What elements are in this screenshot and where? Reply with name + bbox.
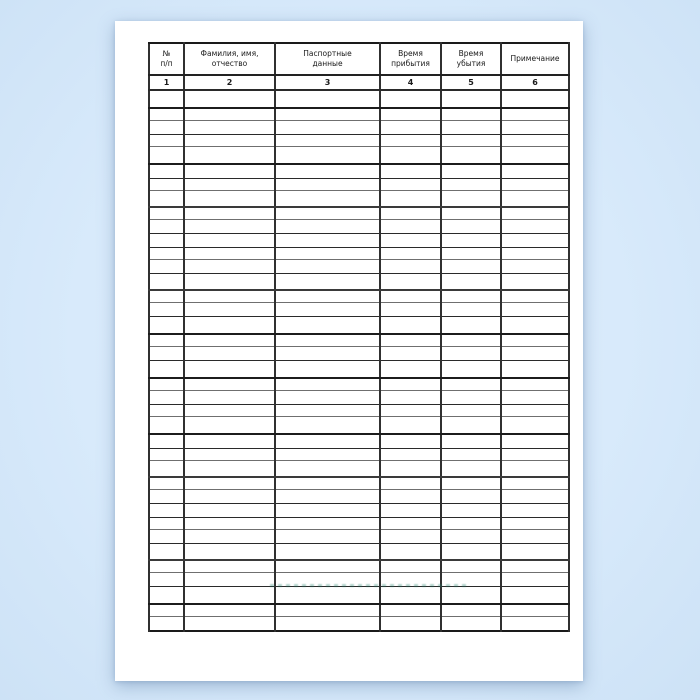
empty-cell — [380, 544, 441, 561]
table-row — [149, 617, 569, 632]
empty-cell — [184, 147, 275, 165]
empty-cell — [380, 378, 441, 391]
empty-cell — [441, 560, 501, 573]
empty-cell — [380, 604, 441, 617]
empty-cell — [380, 405, 441, 417]
empty-cell — [380, 391, 441, 405]
empty-cell — [184, 461, 275, 478]
empty-cell — [275, 290, 380, 303]
empty-cell — [441, 587, 501, 605]
table-row — [149, 405, 569, 417]
empty-cell — [149, 405, 184, 417]
column-header-row-number: № п/п — [149, 43, 184, 75]
empty-cell — [184, 544, 275, 561]
empty-cell — [275, 164, 380, 179]
empty-cell — [501, 334, 569, 347]
column-header-arrival-time: Время прибытия — [380, 43, 441, 75]
empty-cell — [275, 573, 380, 587]
empty-cell — [149, 207, 184, 220]
table-row — [149, 361, 569, 379]
empty-cell — [441, 391, 501, 405]
empty-cell — [501, 361, 569, 379]
empty-cell — [184, 378, 275, 391]
empty-cell — [184, 530, 275, 544]
empty-cell — [149, 604, 184, 617]
empty-cell — [149, 248, 184, 260]
empty-cell — [441, 90, 501, 108]
empty-cell — [275, 604, 380, 617]
empty-cell — [380, 573, 441, 587]
empty-cell — [441, 317, 501, 335]
empty-cell — [380, 207, 441, 220]
empty-cell — [275, 560, 380, 573]
empty-cell — [501, 234, 569, 248]
empty-cell — [501, 405, 569, 417]
empty-cell — [380, 617, 441, 632]
empty-cell — [184, 347, 275, 361]
empty-cell — [149, 449, 184, 461]
empty-cell — [275, 135, 380, 147]
column-number-cell: 1 — [149, 75, 184, 90]
empty-cell — [184, 274, 275, 291]
empty-cell — [184, 405, 275, 417]
empty-cell — [441, 260, 501, 274]
empty-cell — [275, 108, 380, 121]
empty-cell — [275, 317, 380, 335]
empty-cell — [380, 220, 441, 234]
table-row — [149, 147, 569, 165]
empty-cell — [501, 573, 569, 587]
empty-cell — [501, 191, 569, 208]
empty-cell — [149, 490, 184, 504]
column-header-full-name: Фамилия, имя, отчество — [184, 43, 275, 75]
empty-cell — [501, 248, 569, 260]
empty-cell — [501, 135, 569, 147]
table-body — [149, 90, 569, 631]
table-row — [149, 135, 569, 147]
table-head — [149, 43, 569, 90]
empty-cell — [380, 587, 441, 605]
empty-cell — [275, 191, 380, 208]
empty-cell — [275, 234, 380, 248]
empty-cell — [275, 248, 380, 260]
table-row — [149, 544, 569, 561]
table-row — [149, 434, 569, 449]
empty-cell — [501, 274, 569, 291]
table-row — [149, 587, 569, 605]
empty-cell — [184, 518, 275, 530]
empty-cell — [149, 135, 184, 147]
empty-cell — [149, 504, 184, 518]
empty-cell — [380, 303, 441, 317]
empty-cell — [184, 191, 275, 208]
table-row — [149, 461, 569, 478]
empty-cell — [184, 317, 275, 335]
empty-cell — [184, 391, 275, 405]
table-row — [149, 518, 569, 530]
table-row — [149, 303, 569, 317]
empty-cell — [441, 530, 501, 544]
table-row — [149, 573, 569, 587]
empty-cell — [501, 317, 569, 335]
table-row — [149, 207, 569, 220]
empty-cell — [501, 147, 569, 165]
empty-cell — [501, 207, 569, 220]
empty-cell — [441, 617, 501, 632]
empty-cell — [184, 334, 275, 347]
empty-cell — [149, 573, 184, 587]
empty-cell — [441, 303, 501, 317]
empty-cell — [501, 391, 569, 405]
column-numbering-row — [149, 75, 569, 90]
empty-cell — [441, 405, 501, 417]
table-row — [149, 504, 569, 518]
empty-cell — [184, 434, 275, 449]
empty-cell — [184, 164, 275, 179]
empty-cell — [501, 477, 569, 490]
empty-cell — [184, 449, 275, 461]
empty-cell — [149, 587, 184, 605]
empty-cell — [275, 361, 380, 379]
empty-cell — [380, 334, 441, 347]
empty-cell — [441, 518, 501, 530]
empty-cell — [501, 260, 569, 274]
empty-cell — [501, 290, 569, 303]
empty-cell — [275, 477, 380, 490]
empty-cell — [184, 490, 275, 504]
empty-cell — [441, 234, 501, 248]
empty-cell — [275, 530, 380, 544]
empty-cell — [275, 449, 380, 461]
empty-cell — [441, 477, 501, 490]
empty-cell — [149, 290, 184, 303]
column-header-passport-data: Паспортные данные — [275, 43, 380, 75]
column-number-cell: 4 — [380, 75, 441, 90]
table-row — [149, 234, 569, 248]
empty-cell — [380, 504, 441, 518]
table-row — [149, 164, 569, 179]
empty-cell — [501, 604, 569, 617]
empty-cell — [380, 164, 441, 179]
empty-cell — [275, 504, 380, 518]
table-row — [149, 477, 569, 490]
table-row — [149, 121, 569, 135]
empty-cell — [149, 417, 184, 435]
empty-cell — [441, 604, 501, 617]
empty-cell — [380, 108, 441, 121]
table-row — [149, 391, 569, 405]
column-header-departure-time: Время убытия — [441, 43, 501, 75]
table-row — [149, 220, 569, 234]
empty-cell — [275, 544, 380, 561]
table-row — [149, 317, 569, 335]
table-row — [149, 290, 569, 303]
empty-cell — [380, 248, 441, 260]
empty-cell — [441, 121, 501, 135]
empty-cell — [149, 560, 184, 573]
empty-cell — [501, 530, 569, 544]
empty-cell — [501, 490, 569, 504]
empty-cell — [275, 207, 380, 220]
empty-cell — [149, 234, 184, 248]
empty-cell — [380, 560, 441, 573]
table-row — [149, 108, 569, 121]
empty-cell — [380, 449, 441, 461]
table-row — [149, 560, 569, 573]
empty-cell — [149, 361, 184, 379]
empty-cell — [501, 121, 569, 135]
table-header-row — [149, 43, 569, 75]
column-number-cell: 2 — [184, 75, 275, 90]
empty-cell — [149, 260, 184, 274]
empty-cell — [275, 303, 380, 317]
empty-cell — [441, 290, 501, 303]
empty-cell — [184, 108, 275, 121]
empty-cell — [380, 530, 441, 544]
empty-cell — [380, 147, 441, 165]
empty-cell — [380, 234, 441, 248]
empty-cell — [275, 518, 380, 530]
empty-cell — [501, 560, 569, 573]
empty-cell — [149, 434, 184, 449]
empty-cell — [149, 274, 184, 291]
empty-cell — [275, 378, 380, 391]
empty-cell — [380, 260, 441, 274]
empty-cell — [149, 378, 184, 391]
empty-cell — [149, 461, 184, 478]
table-row — [149, 449, 569, 461]
empty-cell — [441, 461, 501, 478]
empty-cell — [380, 179, 441, 191]
empty-cell — [149, 147, 184, 165]
empty-cell — [149, 121, 184, 135]
empty-cell — [380, 490, 441, 504]
empty-cell — [275, 334, 380, 347]
empty-cell — [501, 617, 569, 632]
empty-cell — [380, 274, 441, 291]
table-row — [149, 191, 569, 208]
empty-cell — [501, 303, 569, 317]
empty-cell — [149, 108, 184, 121]
empty-cell — [501, 587, 569, 605]
empty-cell — [275, 405, 380, 417]
empty-cell — [184, 617, 275, 632]
empty-cell — [275, 274, 380, 291]
empty-cell — [184, 207, 275, 220]
empty-cell — [149, 347, 184, 361]
empty-cell — [149, 334, 184, 347]
registration-table — [148, 42, 570, 632]
empty-cell — [149, 164, 184, 179]
empty-cell — [275, 220, 380, 234]
empty-cell — [380, 361, 441, 379]
empty-cell — [380, 461, 441, 478]
empty-cell — [441, 179, 501, 191]
empty-cell — [441, 248, 501, 260]
empty-cell — [149, 530, 184, 544]
empty-cell — [501, 347, 569, 361]
empty-cell — [441, 334, 501, 347]
empty-cell — [501, 179, 569, 191]
empty-cell — [184, 248, 275, 260]
empty-cell — [275, 147, 380, 165]
column-number-cell: 6 — [501, 75, 569, 90]
empty-cell — [149, 90, 184, 108]
empty-cell — [149, 191, 184, 208]
empty-cell — [441, 378, 501, 391]
empty-cell — [501, 417, 569, 435]
table-row — [149, 378, 569, 391]
column-number-cell: 5 — [441, 75, 501, 90]
empty-cell — [149, 391, 184, 405]
empty-cell — [380, 518, 441, 530]
empty-cell — [441, 449, 501, 461]
empty-cell — [184, 179, 275, 191]
empty-cell — [441, 135, 501, 147]
empty-cell — [441, 207, 501, 220]
table-row — [149, 530, 569, 544]
empty-cell — [441, 147, 501, 165]
empty-cell — [149, 518, 184, 530]
empty-cell — [184, 361, 275, 379]
empty-cell — [380, 135, 441, 147]
table-row — [149, 179, 569, 191]
empty-cell — [380, 290, 441, 303]
column-header-note: Примечание — [501, 43, 569, 75]
empty-cell — [149, 220, 184, 234]
empty-cell — [441, 347, 501, 361]
table-row — [149, 490, 569, 504]
empty-cell — [501, 378, 569, 391]
empty-cell — [380, 434, 441, 449]
empty-cell — [184, 604, 275, 617]
empty-cell — [149, 544, 184, 561]
empty-cell — [441, 504, 501, 518]
empty-cell — [380, 121, 441, 135]
empty-cell — [380, 191, 441, 208]
empty-cell — [441, 544, 501, 561]
empty-cell — [184, 121, 275, 135]
table-row — [149, 274, 569, 291]
empty-cell — [275, 434, 380, 449]
empty-cell — [184, 290, 275, 303]
table-row — [149, 417, 569, 435]
empty-cell — [501, 108, 569, 121]
table-row — [149, 334, 569, 347]
empty-cell — [275, 617, 380, 632]
empty-cell — [275, 587, 380, 605]
empty-cell — [441, 434, 501, 449]
empty-cell — [184, 303, 275, 317]
empty-cell — [380, 477, 441, 490]
empty-cell — [380, 317, 441, 335]
empty-cell — [149, 617, 184, 632]
empty-cell — [501, 164, 569, 179]
empty-cell — [275, 461, 380, 478]
empty-cell — [184, 234, 275, 248]
empty-cell — [441, 164, 501, 179]
empty-cell — [380, 347, 441, 361]
empty-cell — [184, 560, 275, 573]
empty-cell — [501, 449, 569, 461]
empty-cell — [184, 573, 275, 587]
empty-cell — [184, 90, 275, 108]
document-page — [115, 21, 583, 681]
empty-cell — [441, 274, 501, 291]
empty-cell — [441, 417, 501, 435]
empty-cell — [149, 477, 184, 490]
empty-cell — [441, 361, 501, 379]
empty-cell — [441, 220, 501, 234]
empty-cell — [275, 347, 380, 361]
empty-cell — [380, 417, 441, 435]
empty-cell — [184, 260, 275, 274]
empty-cell — [501, 504, 569, 518]
empty-cell — [275, 260, 380, 274]
empty-cell — [184, 417, 275, 435]
empty-cell — [501, 544, 569, 561]
empty-cell — [275, 490, 380, 504]
empty-cell — [184, 220, 275, 234]
table-row — [149, 260, 569, 274]
empty-cell — [441, 108, 501, 121]
table-row — [149, 90, 569, 108]
empty-cell — [501, 518, 569, 530]
empty-cell — [184, 135, 275, 147]
empty-cell — [501, 434, 569, 449]
empty-cell — [275, 179, 380, 191]
empty-cell — [275, 391, 380, 405]
empty-cell — [501, 220, 569, 234]
empty-cell — [149, 317, 184, 335]
table-row — [149, 604, 569, 617]
empty-cell — [275, 121, 380, 135]
table-row — [149, 347, 569, 361]
empty-cell — [441, 191, 501, 208]
empty-cell — [184, 477, 275, 490]
empty-cell — [501, 90, 569, 108]
empty-cell — [501, 461, 569, 478]
empty-cell — [380, 90, 441, 108]
empty-cell — [184, 504, 275, 518]
empty-cell — [275, 90, 380, 108]
column-number-cell: 3 — [275, 75, 380, 90]
empty-cell — [441, 490, 501, 504]
empty-cell — [149, 303, 184, 317]
empty-cell — [149, 179, 184, 191]
empty-cell — [275, 417, 380, 435]
empty-cell — [184, 587, 275, 605]
empty-cell — [441, 573, 501, 587]
table-row — [149, 248, 569, 260]
